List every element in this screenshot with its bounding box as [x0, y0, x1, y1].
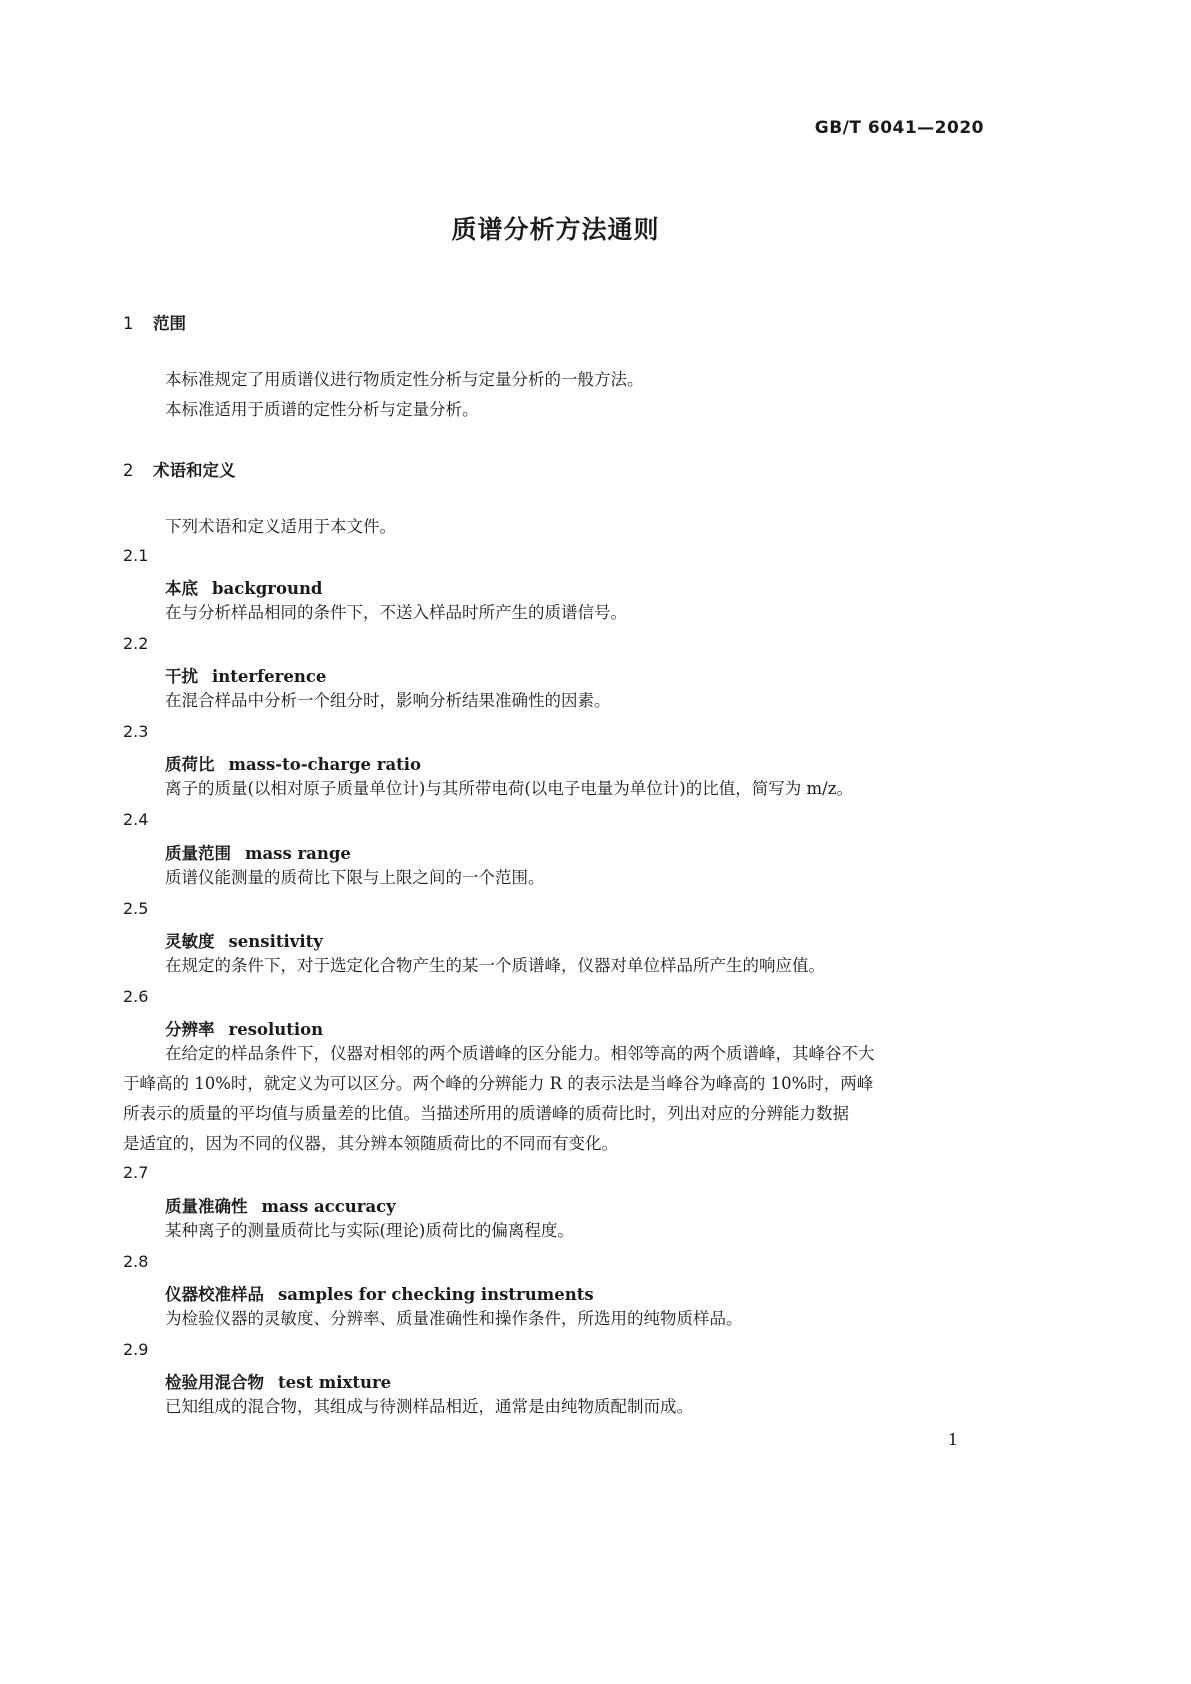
- term-en: mass-to-charge ratio: [228, 755, 422, 774]
- term-definition: 某种离子的测量质荷比与实际(理论)质荷比的偏离程度。: [165, 1221, 574, 1240]
- document-title: 质谱分析方法通则: [451, 215, 660, 244]
- term-definition: 在规定的条件下，对于选定化合物产生的某一个质谱峰，仪器对单位样品所产生的响应值。: [165, 956, 825, 975]
- term-en: mass range: [245, 844, 351, 863]
- term-number: 2.3: [123, 722, 149, 741]
- term-number: 2.4: [123, 810, 149, 829]
- term-cn: 质量准确性: [165, 1197, 248, 1216]
- term-definition: 已知组成的混合物，其组成与待测样品相近，通常是由纯物质配制而成。: [165, 1397, 693, 1416]
- term-cn: 本底: [165, 579, 198, 598]
- term-cn: 质荷比: [165, 755, 215, 774]
- definition-line: 所表示的质量的平均值与质量差的比值。当描述所用的质谱峰的质荷比时，列出对应的分辨能力数据: [123, 1104, 849, 1123]
- scope-paragraph-1: 本标准规定了用质谱仪进行物质定性分析与定量分析的一般方法。: [165, 370, 644, 389]
- term-definition: 离子的质量(以相对原子质量单位计)与其所带电荷(以电子电量为单位计)的比值，简写为 m/z。: [165, 779, 853, 798]
- section-number: 1: [123, 314, 134, 333]
- section-title: 术语和定义: [153, 461, 236, 480]
- term-heading: [165, 751, 421, 775]
- section-heading-terms: [123, 457, 236, 481]
- term-number: 2.6: [123, 987, 149, 1006]
- term-heading: [165, 1281, 594, 1305]
- term-definition: 为检验仪器的灵敏度、分辨率、质量准确性和操作条件，所选用的纯物质样品。: [165, 1309, 743, 1328]
- term-cn: 灵敏度: [165, 932, 215, 951]
- term-heading: [165, 928, 323, 952]
- term-number: 2.7: [123, 1163, 149, 1182]
- section-number: 2: [123, 461, 134, 480]
- term-definition: [123, 1039, 989, 1159]
- term-cn: 仪器校准样品: [165, 1285, 264, 1304]
- term-en: mass accuracy: [261, 1197, 396, 1216]
- term-number: 2.2: [123, 634, 149, 653]
- term-en: background: [212, 579, 323, 598]
- term-heading: [165, 840, 351, 864]
- term-definition: 在与分析样品相同的条件下，不送入样品时所产生的质谱信号。: [165, 603, 627, 622]
- term-en: sensitivity: [228, 932, 323, 951]
- term-en: interference: [212, 667, 327, 686]
- definition-line: 于峰高的 10%时，就定义为可以区分。两个峰的分辨能力 R 的表示法是当峰谷为峰高的 10%时，两峰: [123, 1074, 874, 1093]
- term-number: 2.5: [123, 899, 149, 918]
- term-cn: 检验用混合物: [165, 1373, 264, 1392]
- page-number: 1: [947, 1430, 958, 1449]
- term-number: 2.1: [123, 546, 149, 565]
- term-definition: 在混合样品中分析一个组分时，影响分析结果准确性的因素。: [165, 691, 611, 710]
- term-heading: [165, 663, 326, 687]
- section-title: 范围: [153, 314, 186, 333]
- definition-line: 是适宜的，因为不同的仪器，其分辨本领随质荷比的不同而有变化。: [123, 1134, 618, 1153]
- definition-line: 在给定的样品条件下，仪器对相邻的两个质谱峰的区分能力。相邻等高的两个质谱峰，其峰谷不大: [165, 1044, 875, 1063]
- term-heading: [165, 1193, 396, 1217]
- term-heading: [165, 1369, 391, 1393]
- term-cn: 质量范围: [165, 844, 231, 863]
- term-definition: 质谱仪能测量的质荷比下限与上限之间的一个范围。: [165, 868, 545, 887]
- terms-intro: 下列术语和定义适用于本文件。: [165, 517, 396, 536]
- term-cn: 干扰: [165, 667, 198, 686]
- term-heading: [165, 575, 322, 599]
- term-number: 2.9: [123, 1340, 149, 1359]
- term-en: samples for checking instruments: [278, 1285, 594, 1304]
- standard-number: GB/T 6041—2020: [814, 118, 984, 138]
- section-heading-scope: [123, 310, 186, 334]
- term-cn: 分辨率: [165, 1020, 215, 1039]
- term-en: resolution: [228, 1020, 324, 1039]
- term-number: 2.8: [123, 1252, 149, 1271]
- term-heading: [165, 1016, 323, 1040]
- term-en: test mixture: [278, 1373, 392, 1392]
- scope-paragraph-2: 本标准适用于质谱的定性分析与定量分析。: [165, 400, 479, 419]
